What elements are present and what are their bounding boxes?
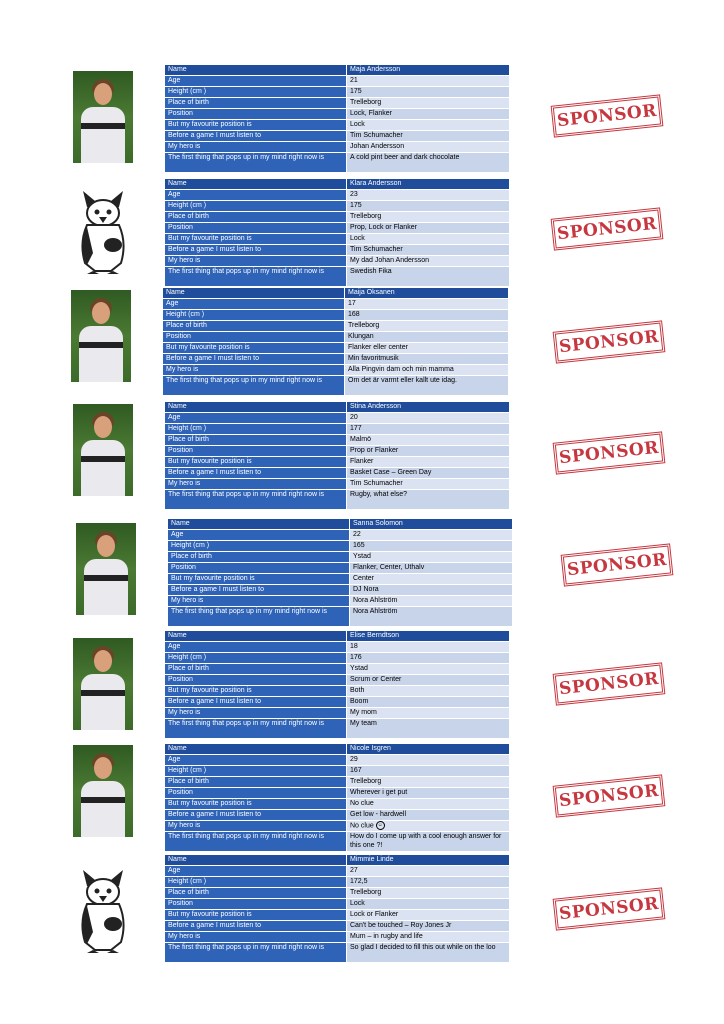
field-value: 175 [347, 201, 510, 212]
field-label: Name [165, 179, 347, 190]
field-label: Age [165, 866, 347, 877]
table-row [165, 799, 510, 810]
table-row [165, 899, 510, 910]
field-value: My dad Johan Andersson [347, 256, 510, 267]
field-value: Can't be touched – Roy Jones Jr [347, 921, 510, 932]
field-label: The first thing that pops up in my mind right now is [165, 832, 347, 852]
field-label: Height (cm ) [165, 87, 347, 98]
field-value: 29 [347, 755, 510, 766]
field-value: Nora Ahlström [350, 607, 513, 627]
field-label: Age [165, 642, 347, 653]
table-row [165, 821, 510, 832]
field-label: Position [165, 899, 347, 910]
field-label: Before a game I must listen to [168, 585, 350, 596]
field-value: Alla Pingvin dam och min mamma [345, 365, 509, 376]
field-label: Name [165, 65, 347, 76]
table-row [163, 354, 509, 365]
field-label: Before a game I must listen to [165, 810, 347, 821]
field-value: 23 [347, 190, 510, 201]
field-value: 165 [350, 541, 513, 552]
field-value: 18 [347, 642, 510, 653]
field-label: Place of birth [168, 552, 350, 563]
field-value: How do I come up with a cool enough answer for this one ?! [347, 832, 510, 852]
field-label: Before a game I must listen to [165, 468, 347, 479]
table-row [165, 810, 510, 821]
field-value: DJ Nora [350, 585, 513, 596]
field-label: Position [168, 563, 350, 574]
player-photo [73, 745, 133, 837]
field-label: Before a game I must listen to [165, 921, 347, 932]
table-row [168, 596, 513, 607]
field-label: Age [168, 530, 350, 541]
field-label: But my favourite position is [165, 457, 347, 468]
field-label: The first thing that pops up in my mind right now is [165, 153, 347, 173]
table-row [168, 530, 513, 541]
table-row [165, 855, 510, 866]
field-label: The first thing that pops up in my mind right now is [165, 943, 347, 963]
player-info-table [164, 178, 510, 287]
table-row [165, 777, 510, 788]
field-label: My hero is [165, 142, 347, 153]
table-row [165, 755, 510, 766]
field-label: My hero is [165, 821, 347, 832]
field-value: No clue [347, 799, 510, 810]
field-value: Get low - hardwell [347, 810, 510, 821]
field-value: 20 [347, 413, 510, 424]
field-value: Min favoritmusik [345, 354, 509, 365]
field-label: My hero is [168, 596, 350, 607]
field-label: Age [165, 76, 347, 87]
table-row [165, 267, 510, 287]
field-value: Mimmie Linde [347, 855, 510, 866]
table-row [163, 332, 509, 343]
field-value: Lock [347, 120, 510, 131]
table-row [165, 223, 510, 234]
table-row [165, 435, 510, 446]
table-row [165, 65, 510, 76]
table-row [165, 446, 510, 457]
player-info-table [164, 401, 510, 510]
table-row [165, 479, 510, 490]
field-label: The first thing that pops up in my mind right now is [165, 267, 347, 287]
field-value: Ystad [347, 664, 510, 675]
field-value: 27 [347, 866, 510, 877]
player-photo [71, 290, 131, 382]
player-info-table [162, 287, 509, 396]
field-label: Height (cm ) [165, 766, 347, 777]
table-row [168, 574, 513, 585]
table-row [165, 708, 510, 719]
field-value: Klara Andersson [347, 179, 510, 190]
field-value: Johan Andersson [347, 142, 510, 153]
field-label: Height (cm ) [163, 310, 345, 321]
field-label: The first thing that pops up in my mind right now is [165, 719, 347, 739]
field-value: Elise Berndtson [347, 631, 510, 642]
field-value: Center [350, 574, 513, 585]
field-value: So glad I decided to fill this out while on the loo [347, 943, 510, 963]
table-row [165, 245, 510, 256]
field-label: Place of birth [165, 212, 347, 223]
field-value: Tim Schumacher [347, 131, 510, 142]
field-value: 176 [347, 653, 510, 664]
field-value: 177 [347, 424, 510, 435]
table-row [165, 87, 510, 98]
field-label: Position [165, 446, 347, 457]
field-label: Position [165, 675, 347, 686]
sponsor-stamp: SPONSOR [553, 887, 666, 930]
field-value: Trelleborg [347, 888, 510, 899]
field-value: Trelleborg [347, 98, 510, 109]
table-row [165, 201, 510, 212]
table-row [165, 653, 510, 664]
field-label: My hero is [165, 708, 347, 719]
field-value: Klungan [345, 332, 509, 343]
player-photo [73, 71, 133, 163]
field-label: Position [165, 788, 347, 799]
field-value: Maja Andersson [347, 65, 510, 76]
table-row [165, 888, 510, 899]
table-row [168, 552, 513, 563]
table-row [165, 234, 510, 245]
table-row [163, 288, 509, 299]
table-row [165, 256, 510, 267]
smiley-icon: ☺ [377, 822, 383, 828]
field-label: Height (cm ) [165, 201, 347, 212]
table-row [165, 697, 510, 708]
field-value: Trelleborg [347, 212, 510, 223]
field-value: Tim Schumacher [347, 245, 510, 256]
field-label: Place of birth [165, 777, 347, 788]
field-label: Height (cm ) [168, 541, 350, 552]
table-row [165, 866, 510, 877]
field-value: A cold pint beer and dark chocolate [347, 153, 510, 173]
field-label: But my favourite position is [163, 343, 345, 354]
table-row [168, 585, 513, 596]
field-value: Maija Oksanen [345, 288, 509, 299]
field-label: But my favourite position is [168, 574, 350, 585]
field-label: Age [165, 190, 347, 201]
field-value: Ystad [350, 552, 513, 563]
player-info-table [164, 854, 510, 963]
table-row [165, 142, 510, 153]
field-value: Mum – in rugby and life [347, 932, 510, 943]
sponsor-stamp: SPONSOR [553, 431, 666, 474]
field-label: Name [168, 519, 350, 530]
field-value: 172,5 [347, 877, 510, 888]
field-label: But my favourite position is [165, 799, 347, 810]
field-label: My hero is [163, 365, 345, 376]
table-row [165, 402, 510, 413]
table-row [168, 519, 513, 530]
table-row [165, 179, 510, 190]
field-label: Name [165, 631, 347, 642]
penguin-mascot-image [73, 183, 133, 275]
field-label: My hero is [165, 479, 347, 490]
field-label: Name [165, 744, 347, 755]
field-value: 167 [347, 766, 510, 777]
field-value: Nora Ahlström [350, 596, 513, 607]
field-label: Height (cm ) [165, 424, 347, 435]
table-row [165, 766, 510, 777]
table-row [165, 457, 510, 468]
field-label: But my favourite position is [165, 120, 347, 131]
field-value: Both [347, 686, 510, 697]
table-row [165, 120, 510, 131]
table-row [165, 788, 510, 799]
field-label: Before a game I must listen to [165, 697, 347, 708]
table-row [165, 664, 510, 675]
field-value: Stina Andersson [347, 402, 510, 413]
table-row [165, 413, 510, 424]
field-value: Rugby, what else? [347, 490, 510, 510]
field-label: Height (cm ) [165, 653, 347, 664]
table-row [165, 190, 510, 201]
field-value: Lock, Flanker [347, 109, 510, 120]
table-row [165, 424, 510, 435]
field-label: Place of birth [163, 321, 345, 332]
field-value: My team [347, 719, 510, 739]
field-value: Prop, Lock or Flanker [347, 223, 510, 234]
field-value: Tim Schumacher [347, 479, 510, 490]
table-row [168, 541, 513, 552]
player-photo [73, 638, 133, 730]
table-row [165, 468, 510, 479]
table-row [165, 631, 510, 642]
table-row [165, 744, 510, 755]
field-label: Before a game I must listen to [165, 131, 347, 142]
table-row [165, 131, 510, 142]
field-label: Name [165, 855, 347, 866]
field-value: Lock [347, 899, 510, 910]
field-value: Flanker [347, 457, 510, 468]
field-label: Place of birth [165, 888, 347, 899]
table-row [165, 921, 510, 932]
table-row [165, 910, 510, 921]
field-value: Prop or Flanker [347, 446, 510, 457]
table-row [165, 98, 510, 109]
field-value: Flanker, Center, Uthalv [350, 563, 513, 574]
field-label: Height (cm ) [165, 877, 347, 888]
table-row [165, 109, 510, 120]
field-label: Position [165, 109, 347, 120]
player-photo [76, 523, 136, 615]
field-value: 17 [345, 299, 509, 310]
field-label: Name [165, 402, 347, 413]
field-label: Place of birth [165, 435, 347, 446]
field-value: Flanker eller center [345, 343, 509, 354]
table-row [165, 76, 510, 87]
field-label: Age [165, 413, 347, 424]
field-value: Scrum or Center [347, 675, 510, 686]
table-row [165, 877, 510, 888]
player-info-table [164, 743, 510, 852]
table-row [165, 932, 510, 943]
field-value: Swedish Fika [347, 267, 510, 287]
sponsor-stamp: SPONSOR [553, 774, 666, 817]
field-value: Wherever i get put [347, 788, 510, 799]
field-label: Place of birth [165, 98, 347, 109]
field-label: Age [165, 755, 347, 766]
player-info-table [164, 64, 510, 173]
field-label: But my favourite position is [165, 234, 347, 245]
sponsor-stamp: SPONSOR [553, 662, 666, 705]
field-label: But my favourite position is [165, 910, 347, 921]
field-value: No clue ☺ [347, 821, 510, 832]
table-row [163, 310, 509, 321]
field-label: Place of birth [165, 664, 347, 675]
sponsor-stamp: SPONSOR [553, 320, 666, 363]
field-value: Trelleborg [345, 321, 509, 332]
table-row [165, 490, 510, 510]
field-value: Sanna Solomon [350, 519, 513, 530]
field-value: Lock or Flanker [347, 910, 510, 921]
field-label: Before a game I must listen to [165, 245, 347, 256]
table-row [165, 943, 510, 963]
player-photo [73, 404, 133, 496]
table-row [165, 832, 510, 852]
table-row [165, 686, 510, 697]
field-label: Position [163, 332, 345, 343]
table-row [165, 719, 510, 739]
field-value: Basket Case – Green Day [347, 468, 510, 479]
field-label: Position [165, 223, 347, 234]
field-label: Age [163, 299, 345, 310]
table-row [168, 607, 513, 627]
table-row [165, 212, 510, 223]
player-info-table [164, 630, 510, 739]
player-info-table [167, 518, 513, 627]
field-value: 175 [347, 87, 510, 98]
field-label: The first thing that pops up in my mind right now is [165, 490, 347, 510]
field-value: Nicole Isgren [347, 744, 510, 755]
table-row [165, 675, 510, 686]
field-value: 22 [350, 530, 513, 541]
table-row [163, 365, 509, 376]
field-label: My hero is [165, 256, 347, 267]
sponsor-stamp: SPONSOR [551, 207, 664, 250]
sponsor-stamp: SPONSOR [551, 94, 664, 137]
table-row [163, 299, 509, 310]
field-label: The first thing that pops up in my mind right now is [163, 376, 345, 396]
field-label: Before a game I must listen to [163, 354, 345, 365]
table-row [163, 321, 509, 332]
field-label: Name [163, 288, 345, 299]
field-value: Malmö [347, 435, 510, 446]
field-value: My mom [347, 708, 510, 719]
field-value: Boom [347, 697, 510, 708]
penguin-mascot-image [73, 862, 133, 954]
field-label: The first thing that pops up in my mind right now is [168, 607, 350, 627]
field-value: 168 [345, 310, 509, 321]
field-value: Trelleborg [347, 777, 510, 788]
table-row [163, 343, 509, 354]
sponsor-stamp: SPONSOR [561, 543, 674, 586]
field-value: Om det är varmt eller kallt ute idag. [345, 376, 509, 396]
field-value: Lock [347, 234, 510, 245]
field-value: 21 [347, 76, 510, 87]
field-label: But my favourite position is [165, 686, 347, 697]
table-row [163, 376, 509, 396]
field-label: My hero is [165, 932, 347, 943]
table-row [165, 153, 510, 173]
table-row [165, 642, 510, 653]
table-row [168, 563, 513, 574]
